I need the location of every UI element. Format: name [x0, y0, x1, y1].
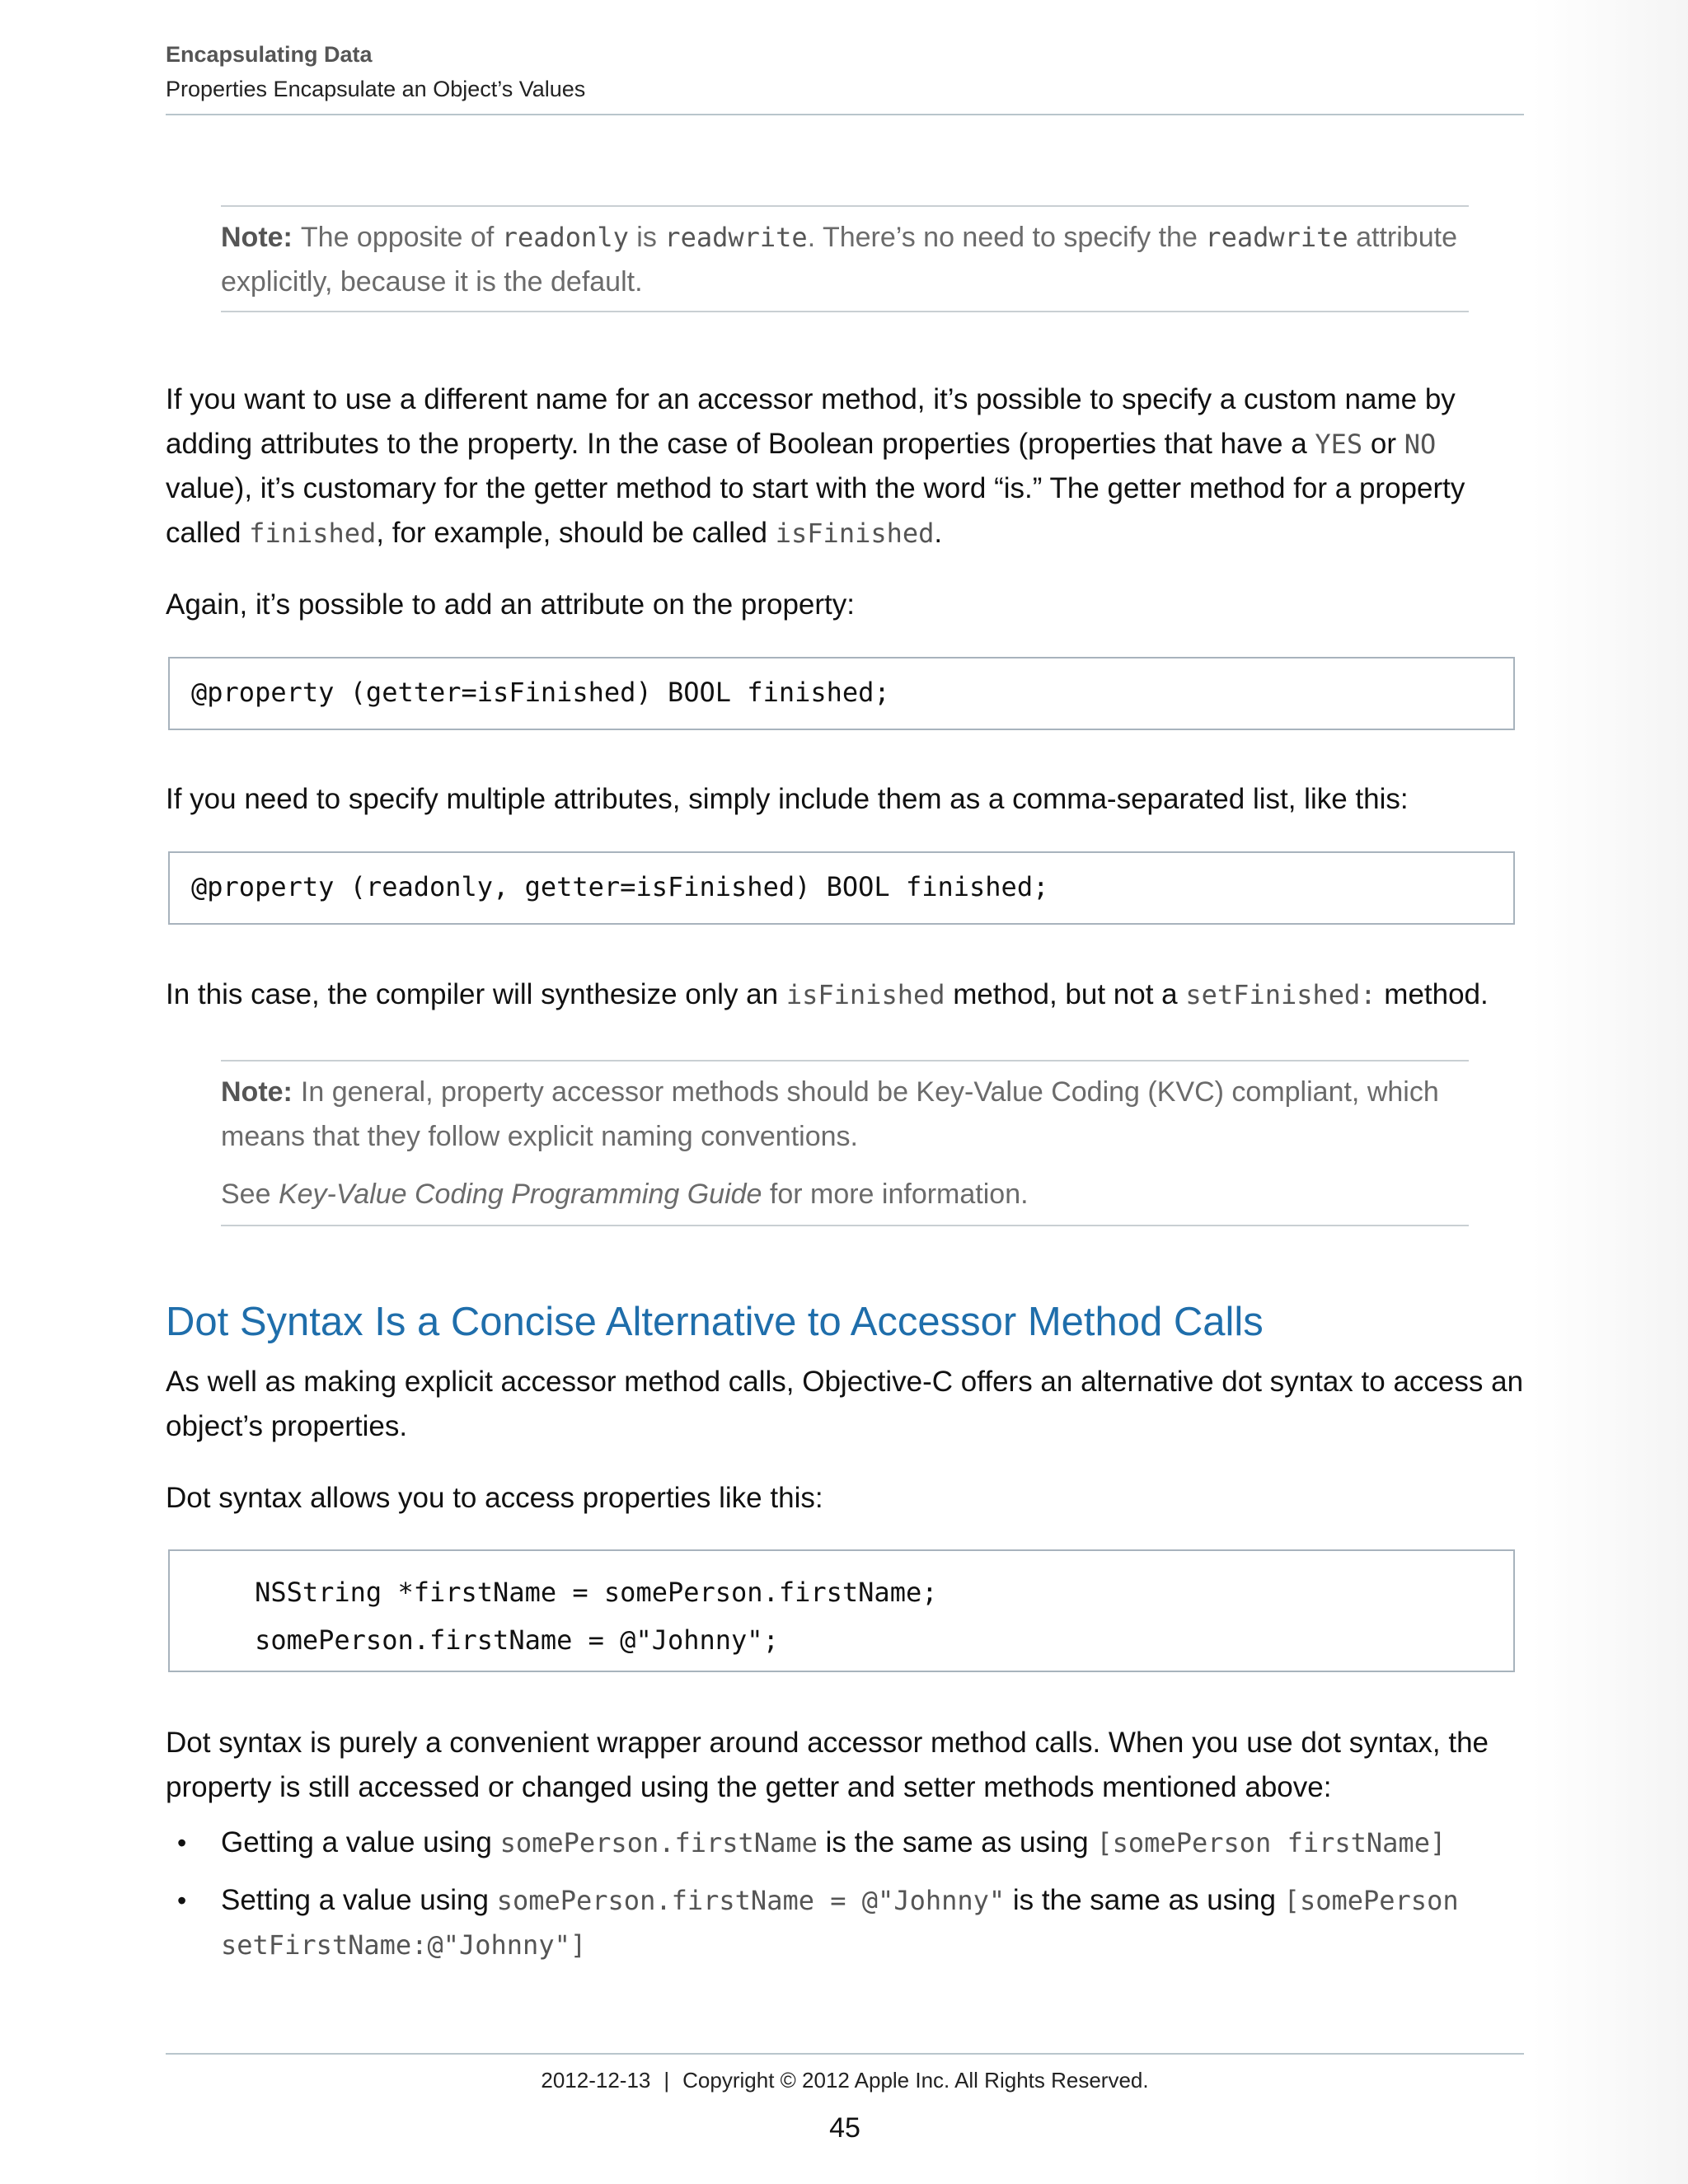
code-line: @property (getter=isFinished) BOOL finished;: [191, 677, 890, 708]
paragraph-add-attribute: Again, it’s possible to add an attribute on the property:: [166, 588, 856, 621]
list-item: • Getting a value using somePerson.firstName is the same as using [somePerson firstName]: [166, 1821, 1524, 1865]
paragraph-dot-syntax-usage: Dot syntax allows you to access properties like this:: [166, 1482, 823, 1514]
code-block-getter: [168, 657, 1515, 730]
paragraph-dot-syntax-intro: As well as making explicit accessor method calls, Objective-C offers an alternative dot syntax to access an object’s properties.: [166, 1366, 1524, 1442]
inline-code: NO: [1404, 429, 1437, 460]
bullet-icon: •: [177, 1828, 187, 1858]
inline-code: [somePerson setFirstName:@"Johnny"]: [221, 1885, 1459, 1961]
inline-code: finished: [249, 518, 377, 549]
footer-copyright: Copyright © 2012 Apple Inc. All Rights Reserved.: [682, 2068, 1149, 2093]
note-label: Note:: [221, 222, 293, 253]
paragraph-custom-accessor: If you want to use a different name for an accessor method, it’s possible to specify a custom name by adding attributes to the property. In the case of Boolean properties (properties that have a YES or NO value), it’s customary for the getter method to start with the word “is.” The getter method for a property called finished, for example, should be called isFinished.: [166, 383, 1465, 549]
footer-divider: |: [663, 2068, 670, 2093]
inline-code: readwrite: [664, 222, 808, 253]
inline-code: somePerson.firstName: [499, 1827, 818, 1858]
inline-code: somePerson.firstName = @"Johnny": [496, 1885, 1006, 1916]
note-label: Note:: [221, 1076, 293, 1108]
note-kvc-see-also: See Key-Value Coding Programming Guide for more information.: [221, 1179, 1029, 1210]
list-item: • Setting a value using somePerson.firstName = @"Johnny" is the same as using [somePerson setFirstName:@"Johnny"]: [166, 1878, 1524, 1967]
paragraph-dot-syntax-wrapper: Dot syntax is purely a convenient wrapper around accessor method calls. When you use dot syntax, the property is still accessed or changed using the getter and setter methods mentioned above:: [166, 1727, 1489, 1803]
footer-date: 2012-12-13: [541, 2068, 651, 2093]
section-title: Properties Encapsulate an Object’s Values: [166, 77, 586, 101]
section-heading: Dot Syntax Is a Concise Alternative to Accessor Method Calls: [166, 1300, 1264, 1344]
note-kvc: [221, 1060, 1469, 1226]
kvc-guide-link[interactable]: Key-Value Coding Programming Guide: [278, 1179, 762, 1210]
code-line: @property (readonly, getter=isFinished) BOOL finished;: [191, 871, 1049, 902]
running-header: [166, 36, 1524, 105]
footer: [166, 2060, 1524, 2100]
inline-code: readonly: [501, 222, 629, 253]
inline-code: [somePerson firstName]: [1096, 1827, 1447, 1858]
note-readwrite-text: Note: The opposite of readonly is readwrite. There’s no need to specify the readwrite attribute explicitly, because it is the default.: [221, 222, 1457, 298]
page-number: 45: [829, 2112, 860, 2144]
inline-code: YES: [1315, 429, 1363, 460]
inline-code: setFinished:: [1185, 979, 1376, 1010]
header-rule: [166, 114, 1524, 115]
inline-code: isFinished: [775, 518, 935, 549]
paragraph-multiple-attributes: If you need to specify multiple attributes, simply include them as a comma-separated list, like this:: [166, 783, 1409, 815]
code-block-dot-syntax: [168, 1549, 1515, 1672]
inline-code: isFinished: [785, 979, 945, 1010]
paragraph-synthesize: In this case, the compiler will synthesize only an isFinished method, but not a setFinished: method.: [166, 978, 1489, 1010]
footer-rule: [166, 2053, 1524, 2055]
bullet-list: [166, 1821, 1524, 1980]
inline-code: readwrite: [1205, 222, 1348, 253]
code-line: NSString *firstName = somePerson.firstName;: [191, 1577, 938, 1608]
code-line: somePerson.firstName = @"Johnny";: [191, 1624, 779, 1656]
note-readwrite: [221, 205, 1469, 312]
code-block-readonly-getter: [168, 851, 1515, 925]
note-kvc-text: Note: In general, property accessor methods should be Key-Value Coding (KVC) compliant, which means that they follow explicit naming conventions.: [221, 1076, 1439, 1152]
bullet-icon: •: [177, 1886, 187, 1915]
chapter-title: Encapsulating Data: [166, 42, 373, 67]
